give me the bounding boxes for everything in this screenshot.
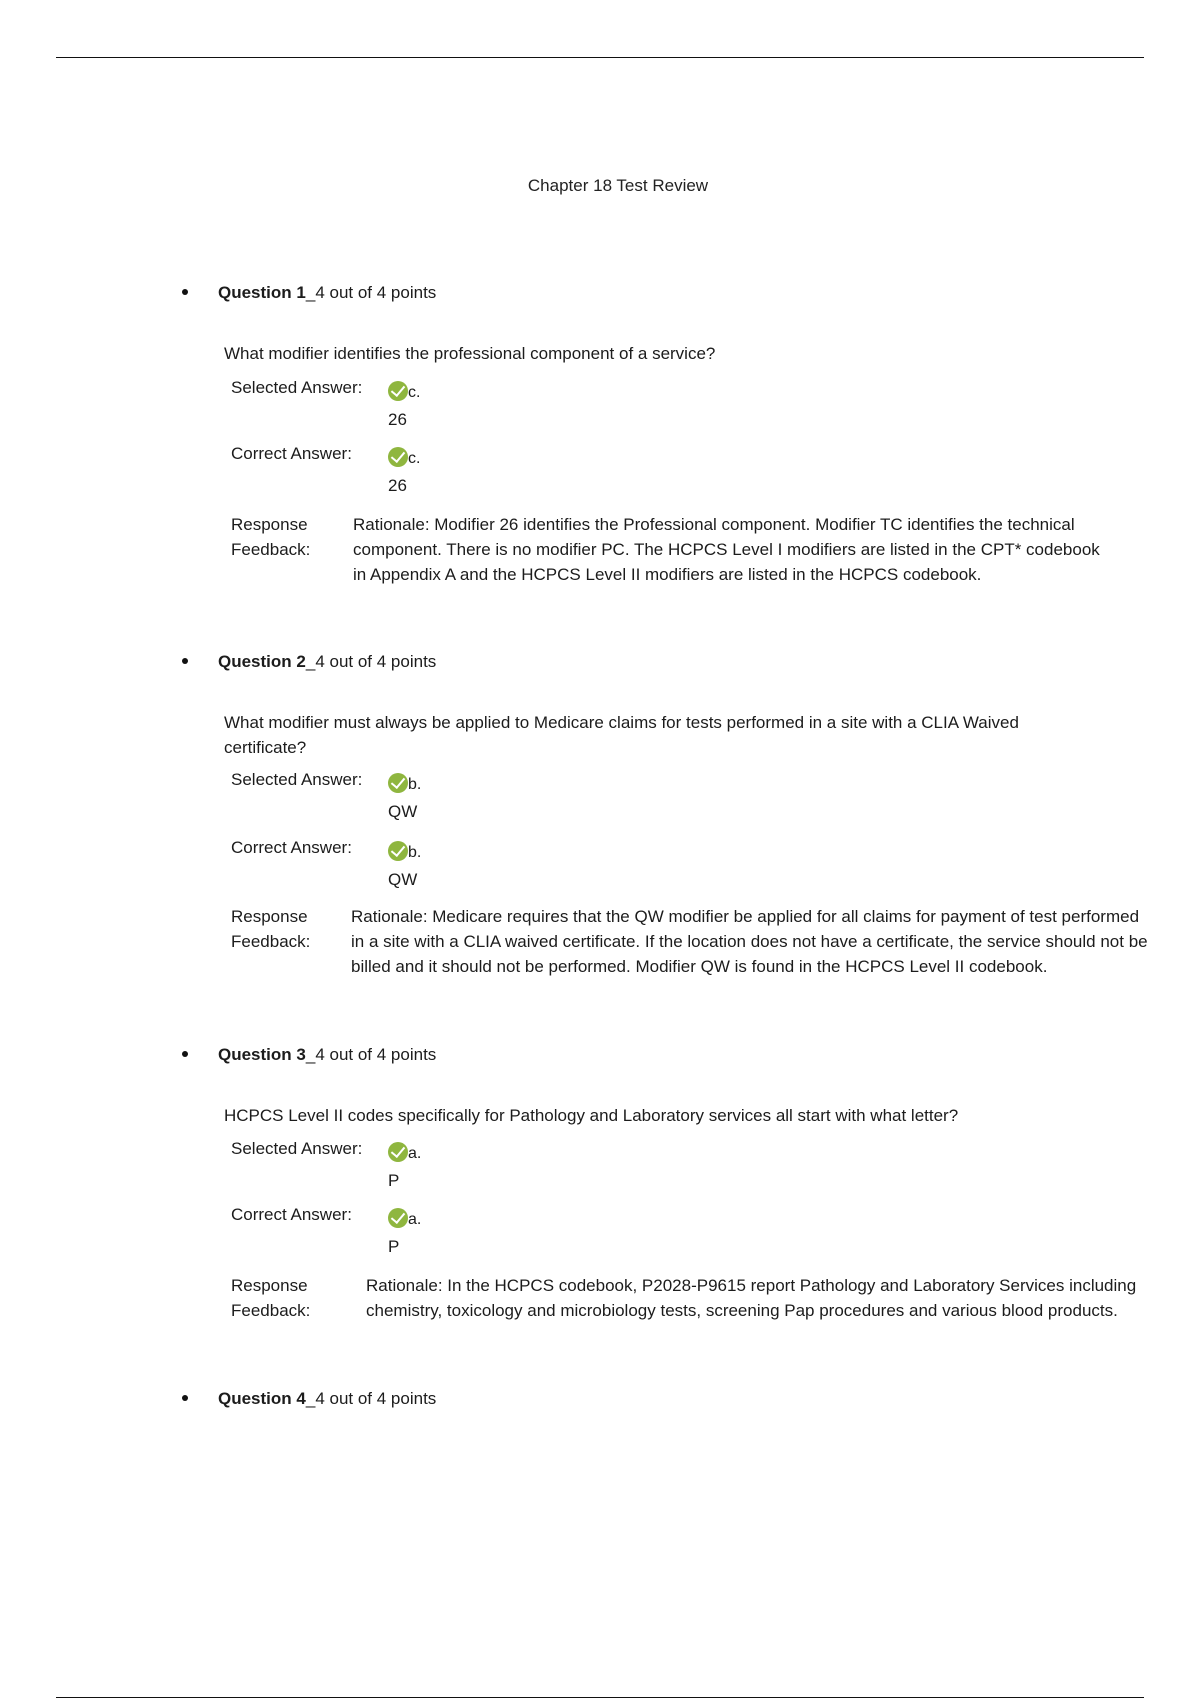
- question-points: _4 out of 4 points: [305, 1389, 437, 1408]
- response-label: Response: [231, 907, 308, 926]
- answer-text: P: [388, 1237, 400, 1256]
- selected-answer-value: [388, 1139, 421, 1194]
- answer-letter: a.: [408, 1145, 422, 1162]
- question-text: HCPCS Level II codes specifically for Pathology and Laboratory services all start with what letter?: [224, 1106, 959, 1125]
- correct-check-icon: [388, 841, 408, 861]
- selected-answer-row: [231, 770, 421, 825]
- selected-answer-value: [388, 378, 420, 433]
- answer-letter: c.: [408, 384, 421, 401]
- answer-letter: a.: [408, 1211, 422, 1228]
- correct-answer-row: [231, 1205, 421, 1260]
- answer-text: QW: [388, 870, 418, 889]
- selected-answer-label: Selected Answer:: [231, 770, 363, 789]
- question-text: What modifier must always be applied to Medicare claims for tests performed in a site with a CLIA Waived certificate?: [224, 713, 1019, 757]
- correct-check-icon: [388, 381, 408, 401]
- feedback-label: Feedback:: [231, 540, 311, 559]
- bullet-icon: [182, 1051, 188, 1057]
- question-points: _4 out of 4 points: [305, 283, 437, 302]
- answer-letter: b.: [408, 844, 422, 861]
- selected-answer-row: [231, 378, 420, 433]
- correct-answer-label: Correct Answer:: [231, 838, 352, 857]
- selected-answer-row: [231, 1139, 421, 1194]
- bullet-icon: [182, 289, 188, 295]
- answer-text: P: [388, 1171, 400, 1190]
- question-points: _4 out of 4 points: [305, 1045, 437, 1064]
- feedback-text: Rationale: Medicare requires that the QW modifier be applied for all claims for payment of test performed in a site with a CLIA waived certificate. If the location does not have a certificate, the service should not be billed and it should not be performed. Modifier QW is found in the HCPCS Level II codebook.: [351, 907, 1148, 976]
- bullet-icon: [182, 658, 188, 664]
- question-heading: [182, 283, 436, 303]
- response-label: Response: [231, 1276, 308, 1295]
- question-title: Question 2: [218, 652, 306, 671]
- response-feedback-label: [231, 512, 331, 562]
- correct-check-icon: [388, 1142, 408, 1162]
- correct-answer-value: [388, 1205, 421, 1260]
- correct-answer-row: [231, 444, 420, 499]
- bottom-rule: [56, 1697, 1144, 1698]
- response-feedback-label: [231, 904, 331, 954]
- correct-answer-value: [388, 838, 421, 893]
- selected-answer-label: Selected Answer:: [231, 378, 363, 397]
- top-rule: [56, 57, 1144, 58]
- feedback-label: Feedback:: [231, 1301, 311, 1320]
- question-text: What modifier identifies the professional component of a service?: [224, 344, 716, 363]
- question-title: Question 3: [218, 1045, 306, 1064]
- response-feedback-label: [231, 1273, 331, 1323]
- question-heading: [182, 1045, 436, 1065]
- correct-answer-label: Correct Answer:: [231, 444, 352, 463]
- feedback-label: Feedback:: [231, 932, 311, 951]
- document-title: Chapter 18 Test Review: [527, 176, 709, 195]
- correct-check-icon: [388, 1208, 408, 1228]
- correct-check-icon: [388, 773, 408, 793]
- answer-letter: b.: [408, 776, 422, 793]
- question-title: Question 1: [218, 283, 306, 302]
- bullet-icon: [182, 1395, 188, 1401]
- answer-letter: c.: [408, 450, 421, 467]
- correct-answer-label: Correct Answer:: [231, 1205, 352, 1224]
- correct-check-icon: [388, 447, 408, 467]
- feedback-text: Rationale: Modifier 26 identifies the Professional component. Modifier TC identifies the technical component. There is no modifier PC. The HCPCS Level I modifiers are listed in the CPT* codebook in Appendix A and the HCPCS Level II modifiers are listed in the HCPCS codebook.: [353, 515, 1100, 584]
- answer-text: QW: [388, 802, 418, 821]
- answer-text: 26: [388, 410, 407, 429]
- correct-answer-row: [231, 838, 421, 893]
- feedback-text: Rationale: In the HCPCS codebook, P2028-P9615 report Pathology and Laboratory Services including chemistry, toxicology and microbiology tests, screening Pap procedures and various blood products.: [366, 1276, 1137, 1320]
- question-title: Question 4: [218, 1389, 306, 1408]
- question-points: _4 out of 4 points: [305, 652, 437, 671]
- correct-answer-value: [388, 444, 420, 499]
- response-label: Response: [231, 515, 308, 534]
- selected-answer-label: Selected Answer:: [231, 1139, 363, 1158]
- question-heading: [182, 1389, 436, 1409]
- selected-answer-value: [388, 770, 421, 825]
- answer-text: 26: [388, 476, 407, 495]
- question-heading: [182, 652, 436, 672]
